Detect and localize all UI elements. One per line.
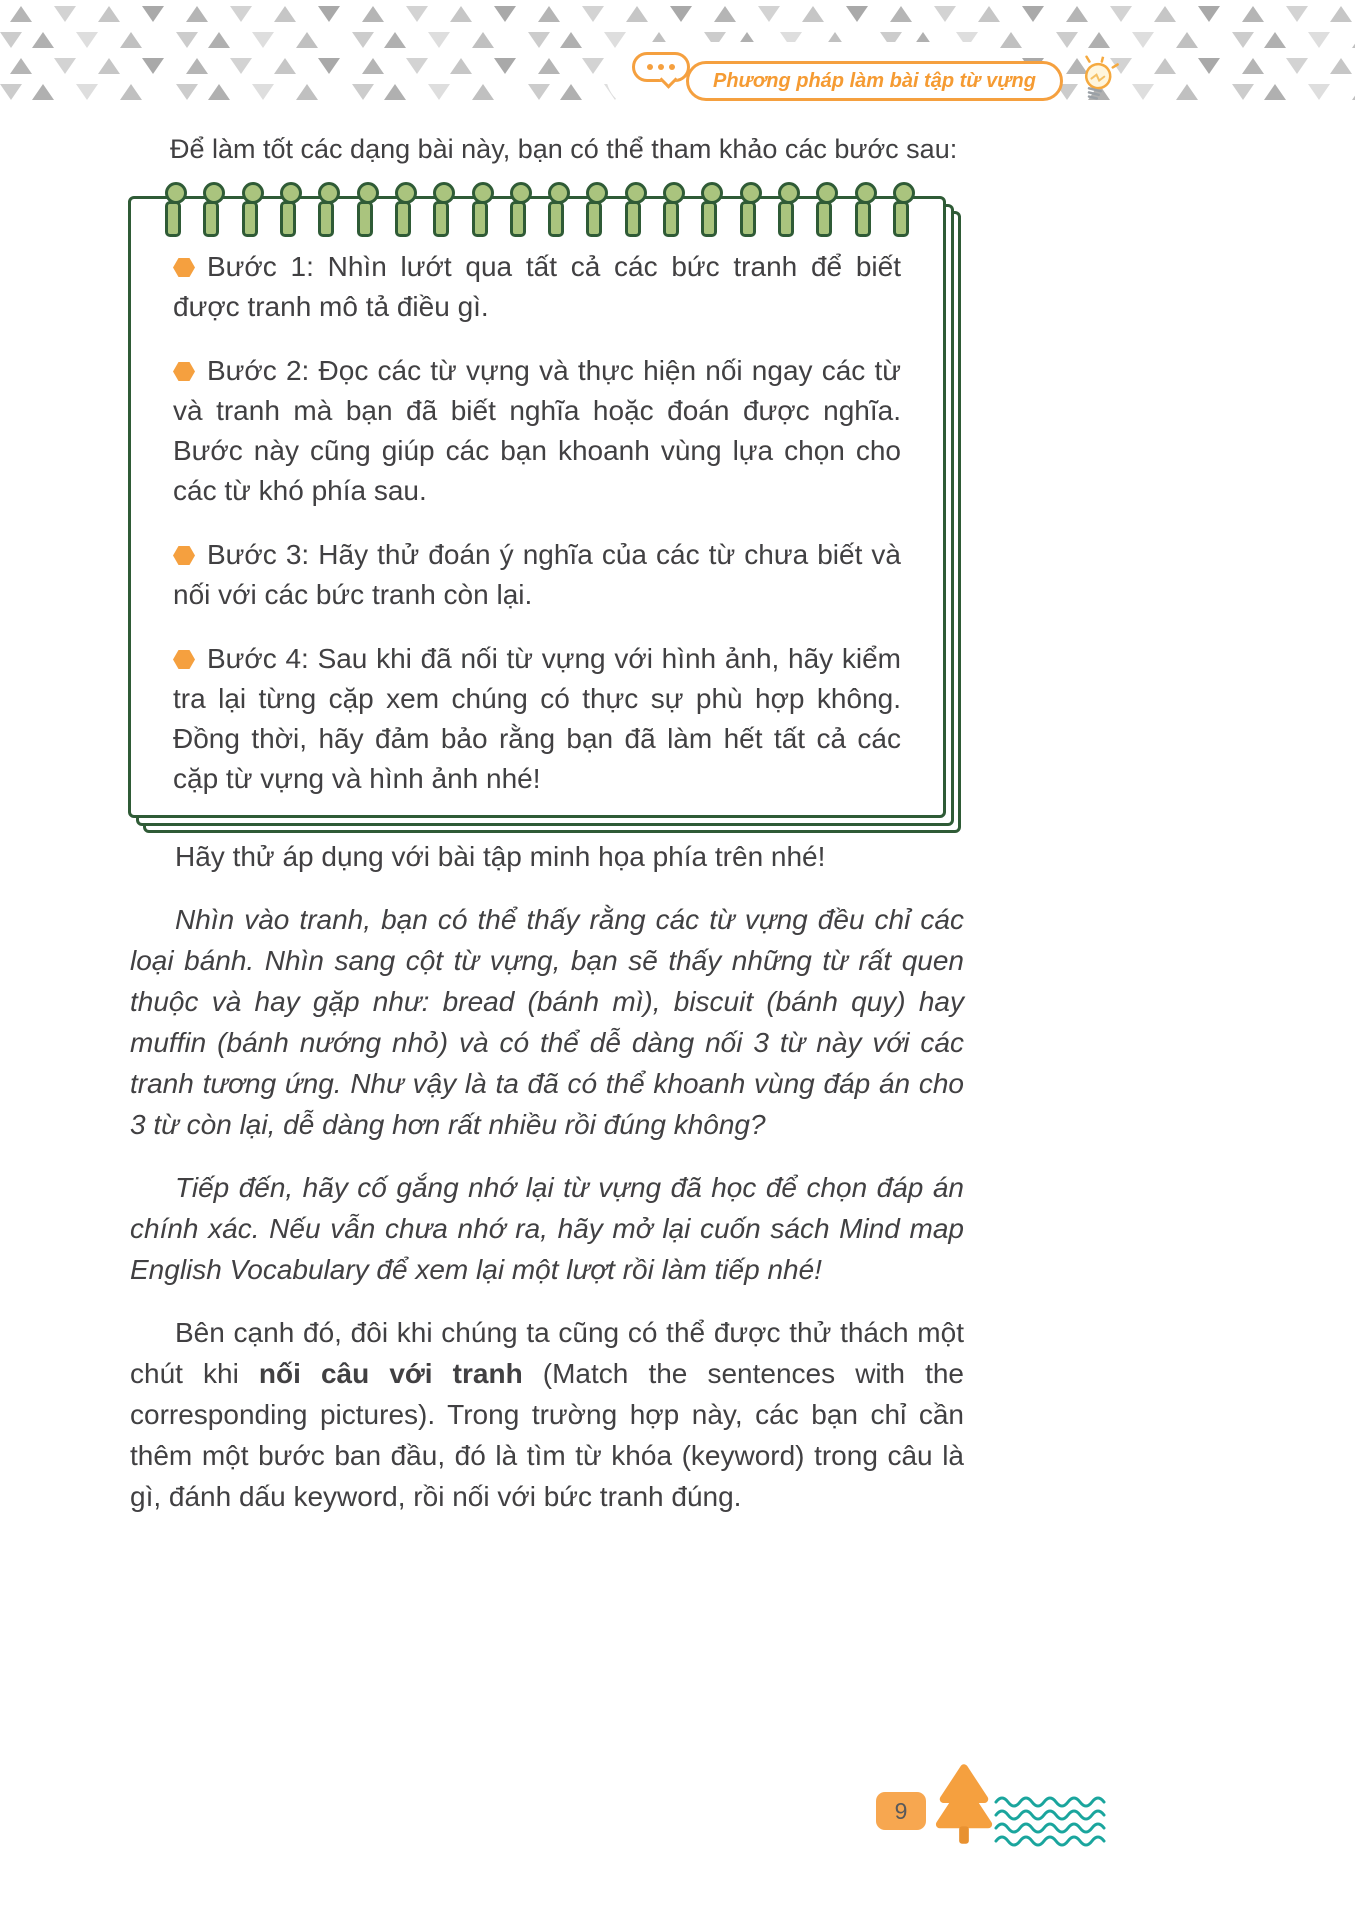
step-item (173, 535, 901, 615)
paragraph-sentence-matching (130, 1312, 964, 1517)
binder-ring-icon (472, 182, 488, 237)
paragraph-analysis: Nhìn vào tranh, bạn có thể thấy rằng các từ vựng đều chỉ các loại bánh. Nhìn sang cột từ vựng, bạn sẽ thấy những từ rất quen thuộc và hay gặp như: bread (bánh mì), biscuit (bánh quy) hay muffin (bánh nướng nhỏ) và có thể dễ dàng nối 3 từ này với các tranh tương ứng. Như vậy là ta đã có thể khoanh vùng đáp án cho 3 từ còn lại, dễ dàng hơn rất nhiều rồi đúng không? (130, 904, 964, 1140)
paragraph-part: (Match the sentences with the corresponding pictures). Trong trường hợp này, các bạn chỉ cần thêm một bước ban đầu, đó là tìm từ khóa (keyword) trong câu là gì, đánh dấu keyword, rồi nối với bức tranh đúng. (130, 1358, 964, 1512)
binder-ring-icon (893, 182, 909, 237)
hexagon-bullet-icon (173, 650, 195, 669)
binder-ring-icon (433, 182, 449, 237)
binder-ring-icon (510, 182, 526, 237)
binder-ring-icon (318, 182, 334, 237)
binder-ring-icon (625, 182, 641, 237)
step-text: Đọc các từ vựng và thực hiện nối ngay các từ và tranh mà bạn đã biết nghĩa hoặc đoán được nghĩa. Bước này cũng giúp các bạn khoanh vùng lựa chọn cho các từ khó phía sau. (173, 355, 901, 506)
binder-ring-icon (395, 182, 411, 237)
paragraph-tip: Tiếp đến, hãy cố gắng nhớ lại từ vựng đã học để chọn đáp án chính xác. Nếu vẫn chưa nhớ ra, hãy mở lại cuốn sách Mind map English Vocabulary để xem lại một lượt rồi làm tiếp nhé! (130, 1172, 964, 1285)
step-text: Nhìn lướt qua tất cả các bức tranh để biết được tranh mô tả điều gì. (173, 251, 902, 322)
body-text (130, 836, 964, 1539)
hexagon-bullet-icon (173, 362, 195, 381)
binder-ring-icon (663, 182, 679, 237)
paragraph-apply-note: Hãy thử áp dụng với bài tập minh họa phía trên nhé! (175, 841, 826, 872)
page-number-badge: 9 (876, 1792, 926, 1830)
binder-ring-icon (548, 182, 564, 237)
hexagon-bullet-icon (173, 546, 195, 565)
chapter-badge-label: Phương pháp làm bài tập từ vựng (713, 69, 1036, 92)
page-footer (868, 1758, 1148, 1870)
binder-ring-icon (586, 182, 602, 237)
chapter-badge (686, 61, 1063, 101)
step-item (173, 247, 901, 327)
paragraph-bold-phrase: nối câu với tranh (258, 1358, 523, 1389)
binder-ring-icon (778, 182, 794, 237)
binder-ring-icon (816, 182, 832, 237)
step-text: Hãy thử đoán ý nghĩa của các từ chưa biết và nối với các bức tranh còn lại. (173, 539, 902, 610)
hexagon-bullet-icon (173, 258, 195, 277)
binder-ring-icon (165, 182, 181, 237)
binder-rings (165, 182, 909, 237)
paragraph-part: Bên cạnh đó, đôi khi chúng ta cũng có thể được thử thách một chút khi (130, 1317, 964, 1389)
waves-icon (994, 1796, 1118, 1852)
binder-ring-icon (855, 182, 871, 237)
notebook-panel (128, 196, 946, 818)
step-item (173, 351, 901, 511)
step-item (173, 639, 901, 799)
step-label: Bước 2: (207, 355, 310, 386)
tree-icon (932, 1758, 996, 1852)
speech-dots-icon (632, 52, 690, 82)
step-label: Bước 4: (207, 643, 309, 674)
intro-text: Để làm tốt các dạng bài này, bạn có thể tham khảo các bước sau: (170, 134, 958, 164)
binder-ring-icon (740, 182, 756, 237)
binder-ring-icon (242, 182, 258, 237)
step-text: Sau khi đã nối từ vựng với hình ảnh, hãy kiểm tra lại từng cặp xem chúng có thực sự phù hợp không. Đồng thời, hãy đảm bảo rằng bạn đã làm hết tất cả các cặp từ vựng và hình ảnh nhé! (173, 643, 901, 794)
step-label: Bước 3: (207, 539, 310, 570)
lightbulb-icon (1070, 51, 1125, 110)
binder-ring-icon (203, 182, 219, 237)
binder-ring-icon (357, 182, 373, 237)
binder-ring-icon (701, 182, 717, 237)
binder-ring-icon (280, 182, 296, 237)
chapter-header (632, 56, 1119, 106)
step-label: Bước 1: (207, 251, 314, 282)
